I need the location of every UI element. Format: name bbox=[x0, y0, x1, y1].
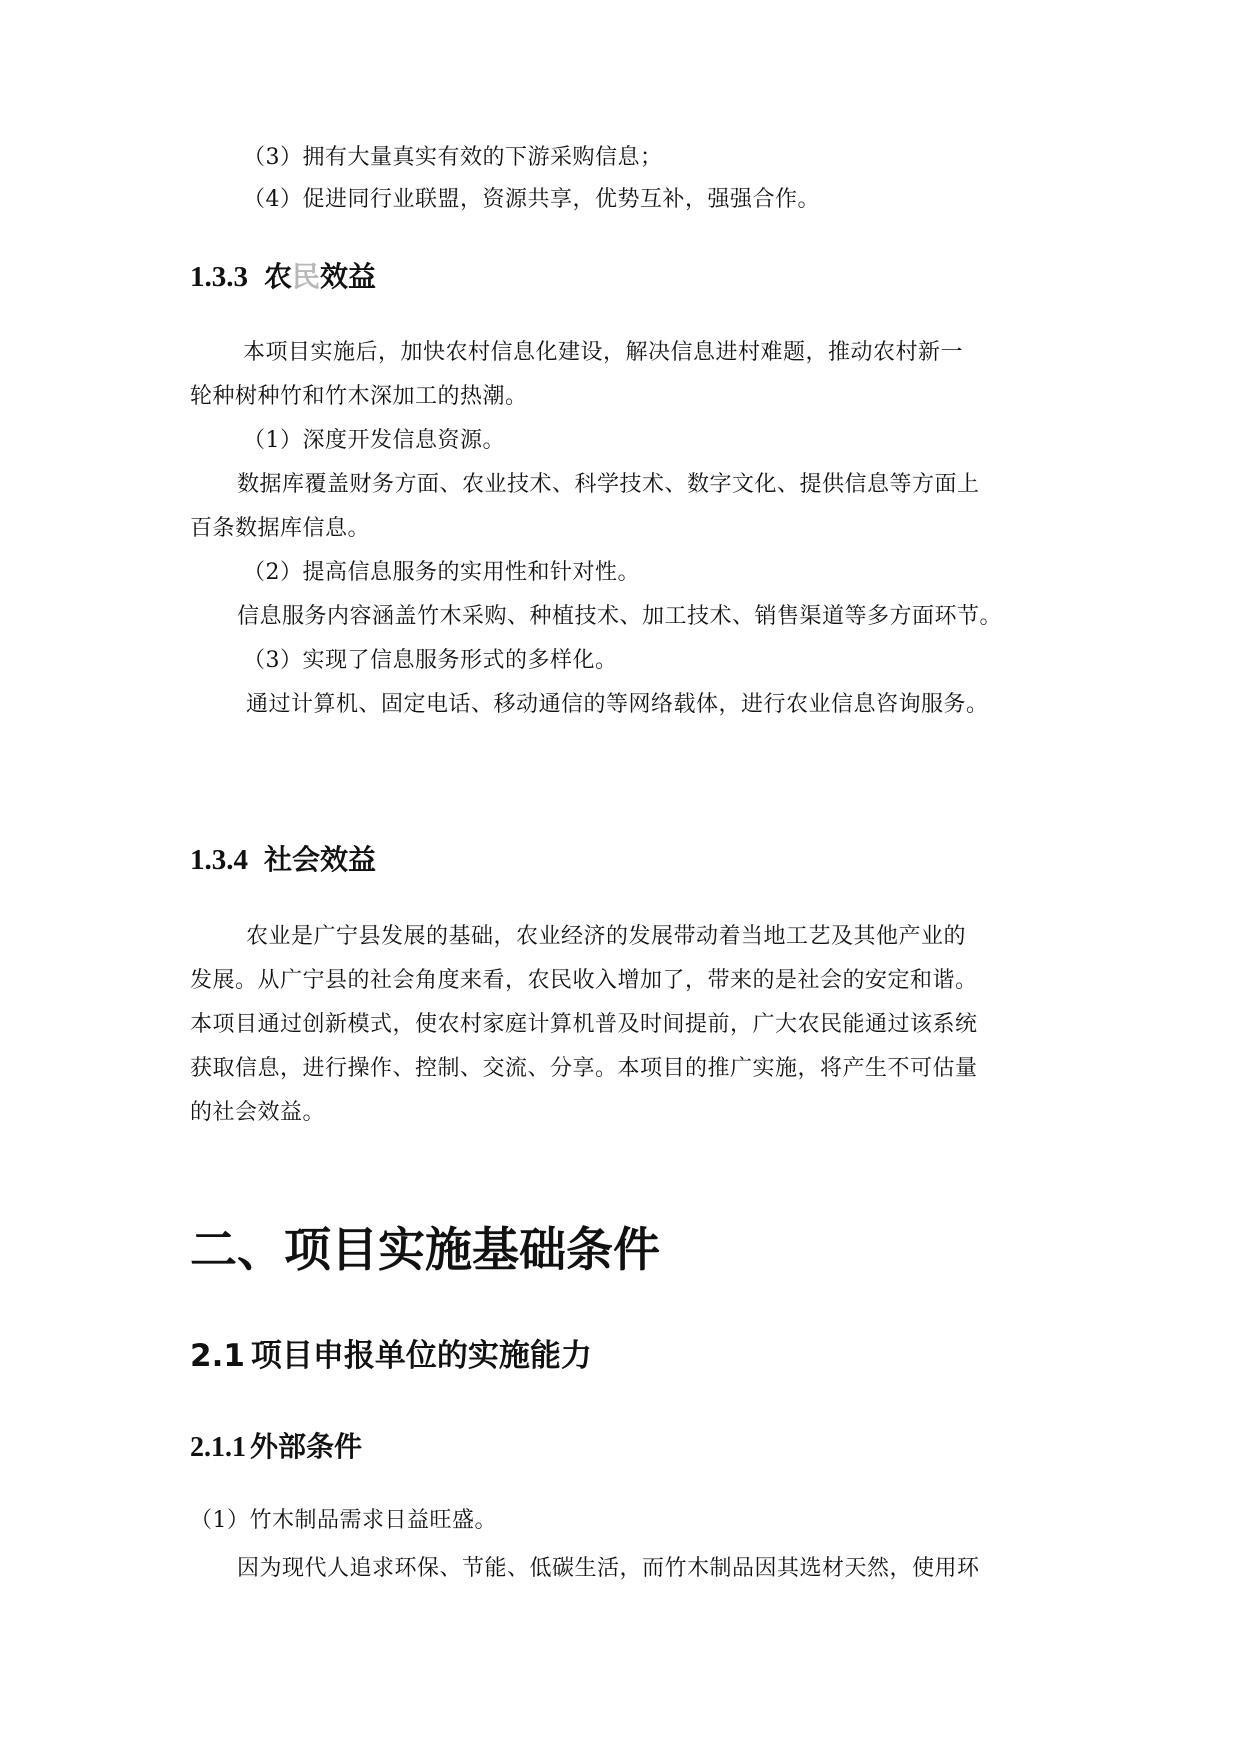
list-item: （3）实现了信息服务形式的多样化。 bbox=[243, 648, 618, 673]
section-title-part-marked: 民 bbox=[292, 260, 321, 293]
section-heading-1-3-4 bbox=[190, 842, 376, 878]
paragraph-line: 获取信息，进行操作、控制、交流、分享。本项目的推广实施，将产生不可估量 bbox=[190, 1056, 978, 1081]
paragraph-line: 本项目实施后，加快农村信息化建设，解决信息进村难题，推动农村新一 bbox=[243, 340, 964, 365]
section-title: 项目申报单位的实施能力 bbox=[250, 1338, 592, 1374]
chapter-heading: 二、项目实施基础条件 bbox=[190, 1223, 660, 1278]
section-title-part: 效益 bbox=[320, 260, 377, 293]
paragraph-line: 的社会效益。 bbox=[190, 1100, 326, 1125]
paragraph-line: 百条数据库信息。 bbox=[190, 516, 371, 541]
section-title: 社会效益 bbox=[264, 843, 377, 876]
paragraph-line: 轮种树种竹和竹木深加工的热潮。 bbox=[190, 384, 528, 409]
paragraph-line: 本项目通过创新模式，使农村家庭计算机普及时间提前，广大农民能通过该系统 bbox=[190, 1012, 978, 1037]
section-number: 2.1.1 bbox=[190, 1432, 246, 1463]
list-item: （1）深度开发信息资源。 bbox=[243, 428, 505, 453]
paragraph-line: 信息服务内容涵盖竹木采购、种植技术、加工技术、销售渠道等多方面环节。 bbox=[237, 604, 1003, 629]
paragraph-line: 因为现代人追求环保、节能、低碳生活，而竹木制品因其选材天然，使用环 bbox=[237, 1556, 980, 1581]
list-item: （3）拥有大量真实有效的下游采购信息； bbox=[243, 145, 663, 170]
section-heading-2-1-1 bbox=[190, 1429, 362, 1466]
list-item: （1）竹木制品需求日益旺盛。 bbox=[190, 1508, 497, 1533]
list-item: （2）提高信息服务的实用性和针对性。 bbox=[243, 560, 640, 585]
paragraph-line: 农业是广宁县发展的基础，农业经济的发展带动着当地工艺及其他产业的 bbox=[246, 924, 967, 949]
paragraph-line: 发展。从广宁县的社会角度来看，农民收入增加了，带来的是社会的安定和谐。 bbox=[190, 968, 978, 993]
section-heading-1-3-3 bbox=[190, 259, 376, 295]
section-number: 2.1 bbox=[190, 1338, 245, 1374]
paragraph-line: 通过计算机、固定电话、移动通信的等网络载体，进行农业信息咨询服务。 bbox=[246, 692, 989, 717]
section-number: 1.3.3 bbox=[190, 261, 248, 293]
section-heading-2-1 bbox=[190, 1336, 592, 1376]
section-title-part: 农 bbox=[264, 260, 293, 293]
list-item: （4）促进同行业联盟，资源共享，优势互补，强强合作。 bbox=[243, 187, 820, 212]
paragraph-line: 数据库覆盖财务方面、农业技术、科学技术、数字文化、提供信息等方面上 bbox=[237, 472, 980, 497]
section-number: 1.3.4 bbox=[190, 844, 248, 876]
section-title: 外部条件 bbox=[250, 1430, 363, 1463]
